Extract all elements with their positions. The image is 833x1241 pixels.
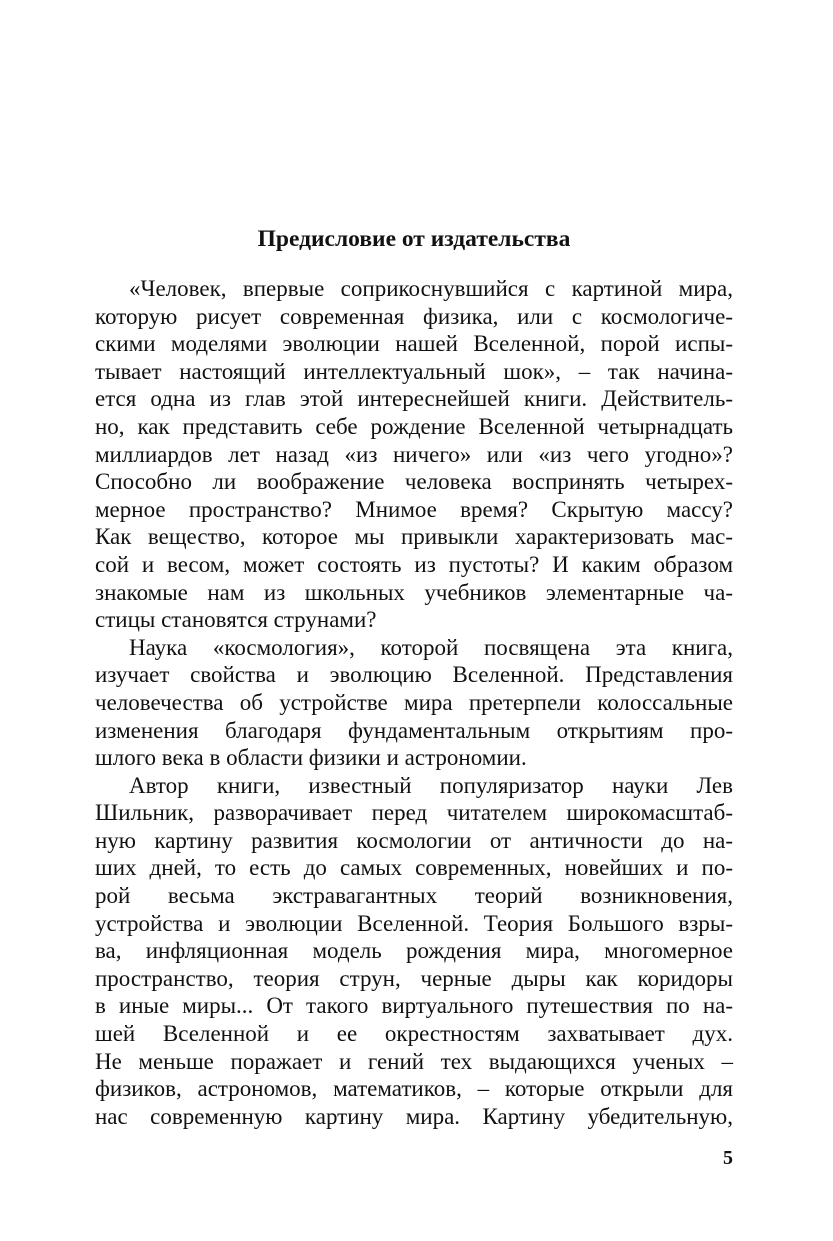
text-line: ную картину развития космологии от античности до на- <box>95 827 733 853</box>
page-number: 5 <box>723 1147 733 1169</box>
text-line: знакомые нам из школьных учебников элементарные ча- <box>95 579 733 605</box>
text-line: ва, инфляционная модель рождения мира, многомерное <box>95 938 733 964</box>
text-line: стицы становятся струнами? <box>95 607 377 633</box>
body-text <box>95 275 733 1130</box>
text-line: пространство, теория струн, черные дыры как коридоры <box>95 965 733 991</box>
text-line: шей Вселенной и ее окрестностям захватывает дух. <box>95 1021 733 1047</box>
paragraph-2 <box>95 634 733 772</box>
paragraph-3 <box>95 772 733 1131</box>
text-line: Автор книги, известный популяризатор науки Лев <box>129 772 733 798</box>
text-line: ется одна из глав этой интереснейшей книги. Действитель- <box>95 386 733 412</box>
text-line: миллиардов лет назад «из ничего» или «из чего угодно»? <box>95 441 733 467</box>
text-line: Не меньше поражает и гений тех выдающихся ученых – <box>95 1048 733 1074</box>
text-line: тывает настоящий интеллектуальный шок», – так начина- <box>95 358 733 384</box>
text-line: рой весьма экстравагантных теорий возникновения, <box>95 883 733 909</box>
text-line: ших дней, то есть до самых современных, новейших и по- <box>95 855 733 881</box>
text-line: Наука «космология», которой посвящена эта книга, <box>129 634 733 660</box>
text-line: устройства и эволюции Вселенной. Теория Большого взры- <box>95 910 733 936</box>
text-line: физиков, астрономов, математиков, – которые открыли для <box>95 1076 733 1102</box>
text-line: Как вещество, которое мы привыкли характеризовать мас- <box>95 524 733 550</box>
text-line: Шильник, разворачивает перед читателем широкомасштаб- <box>95 800 733 826</box>
text-line: в иные миры... От такого виртуального путешествия по на- <box>95 993 733 1019</box>
text-line: мерное пространство? Мнимое время? Скрытую массу? <box>95 496 733 522</box>
text-line: «Человек, впервые соприкоснувшийся с картиной мира, <box>129 276 733 301</box>
text-line: нас современную картину мира. Картину убедительную, <box>95 1103 733 1129</box>
text-line: шлого века в области физики и астрономии. <box>95 745 527 771</box>
text-line: человечества об устройстве мира претерпели колоссальные <box>95 689 733 715</box>
page-title: Предисловие от издательства <box>257 226 571 252</box>
text-line: которую рисует современная физика, или с космологиче- <box>95 303 733 329</box>
text-line: скими моделями эволюции нашей Вселенной, порой испы- <box>95 331 733 357</box>
text-line: изучает свойства и эволюцию Вселенной. Представления <box>95 662 733 688</box>
text-line: сой и весом, может состоять из пустоты? И каким образом <box>95 551 733 577</box>
paragraph-1 <box>95 275 733 634</box>
text-line: но, как представить себе рождение Вселенной четырнадцать <box>95 413 733 439</box>
text-line: Способно ли воображение человека воспринять четырех- <box>95 469 733 495</box>
text-line: изменения благодаря фундаментальным открытиям про- <box>95 717 733 743</box>
